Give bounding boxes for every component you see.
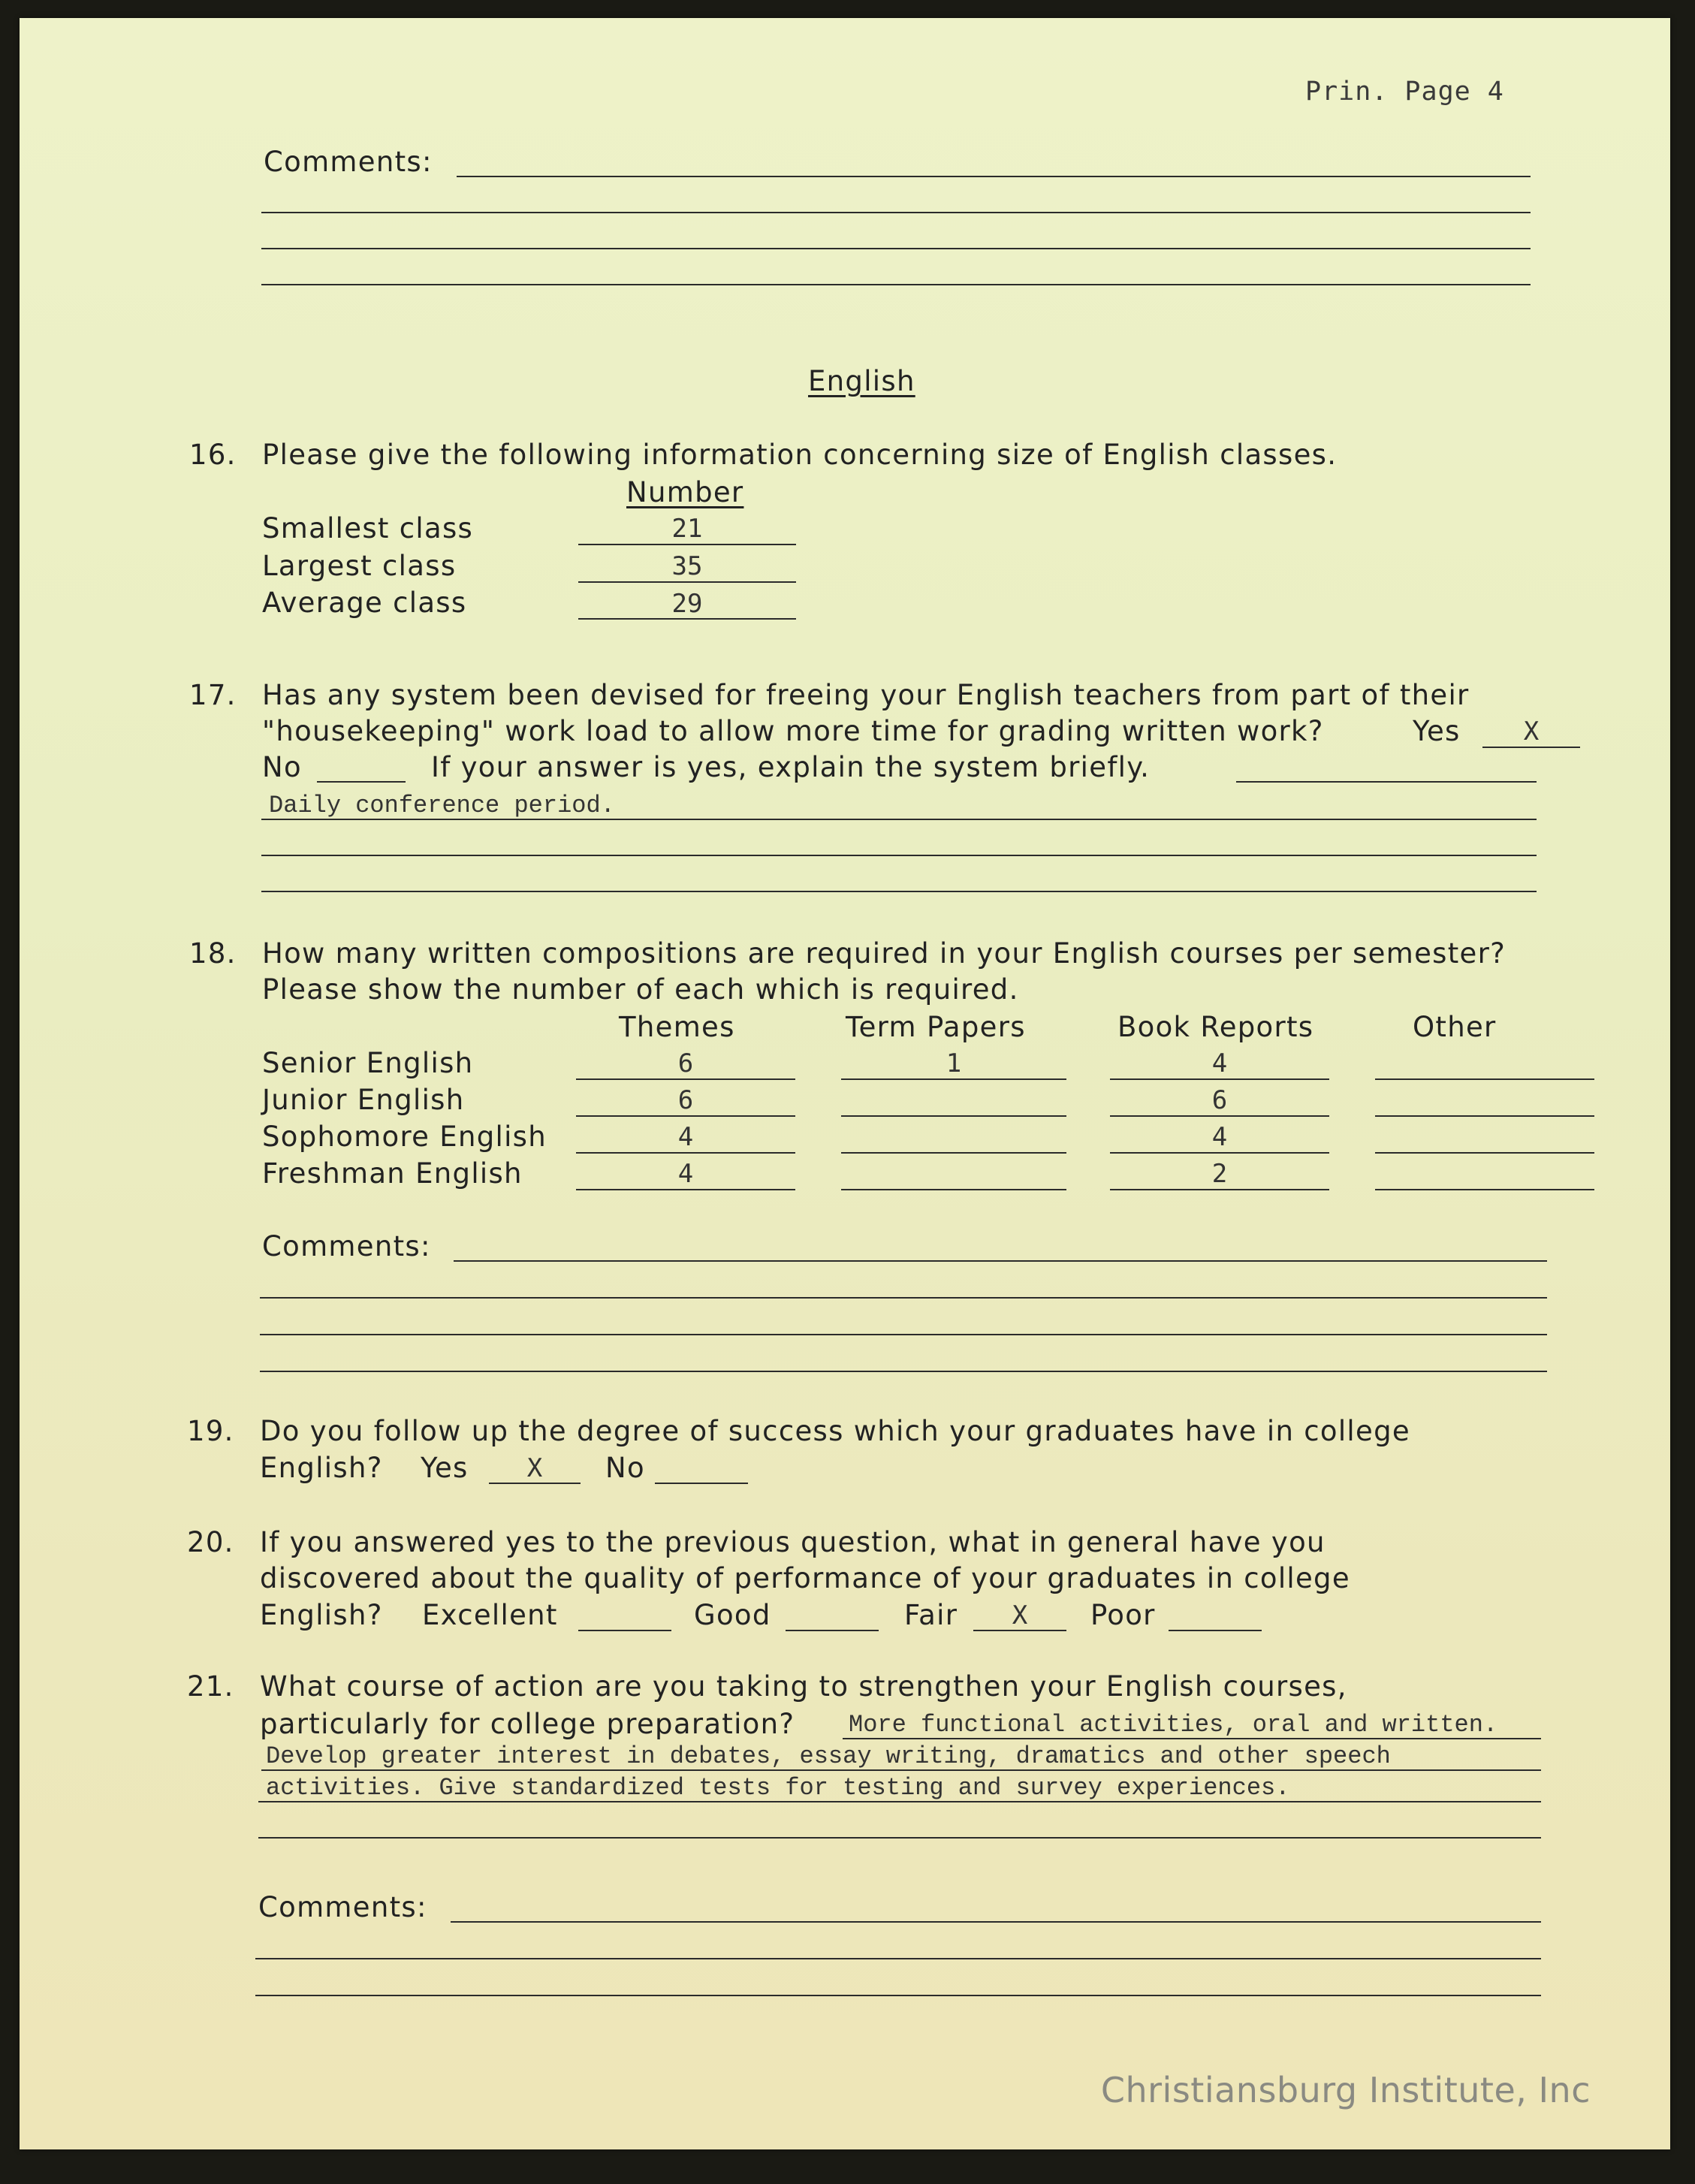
q21-answer-line2: Develop greater interest in debates, essay writing, dramatics and other speech [266, 1742, 1391, 1770]
question-number-16: 16. [189, 439, 237, 471]
row-label-junior: Junior English [262, 1084, 465, 1116]
comments-line [261, 284, 1531, 285]
q17-yes-label: Yes [1413, 715, 1461, 747]
q19-yes-label: Yes [421, 1452, 469, 1484]
question-19-line1: Do you follow up the degree of success which your graduates have in college [260, 1415, 1410, 1447]
comments-label-q18: Comments: [262, 1230, 431, 1262]
form-page [20, 18, 1670, 2149]
comments-label-top: Comments: [264, 146, 433, 178]
question-number-18: 18. [189, 937, 237, 970]
comments-line [260, 1371, 1547, 1372]
freshman-themes: 4 [677, 1159, 694, 1189]
answer-line [1482, 747, 1580, 748]
comments-line [451, 1921, 1541, 1923]
number-column-header: Number [626, 476, 744, 508]
answer-line [1110, 1152, 1329, 1154]
smallest-class-label: Smallest class [262, 512, 474, 544]
senior-themes: 6 [677, 1048, 694, 1078]
senior-term-papers: 1 [946, 1048, 962, 1078]
question-18-line2: Please show the number of each which is required. [262, 973, 1019, 1006]
answer-line [261, 855, 1537, 856]
answer-line [1110, 1189, 1329, 1190]
q21-answer-line1: More functional activities, oral and written. [849, 1711, 1498, 1739]
senior-book-reports: 4 [1211, 1048, 1228, 1078]
column-header-themes: Themes [619, 1011, 735, 1043]
page-label: Prin. Page 4 [1305, 77, 1504, 107]
section-heading: English [808, 365, 915, 397]
answer-line [841, 1078, 1066, 1080]
watermark: Christiansburg Institute, Inc [1100, 2070, 1591, 2110]
answer-line [786, 1630, 879, 1631]
answer-line [1375, 1078, 1594, 1080]
q17-answer: Daily conference period. [269, 792, 615, 819]
answer-line [1375, 1152, 1594, 1154]
q17-yes-value: X [1523, 716, 1540, 747]
question-16-text: Please give the following information concerning size of English classes. [262, 439, 1338, 471]
q20-fair-value: X [1012, 1600, 1028, 1630]
answer-line [843, 1738, 1541, 1739]
q21-answer-line3: activities. Give standardized tests for testing and survey experiences. [266, 1774, 1290, 1802]
question-20-line3: English? [260, 1599, 383, 1631]
smallest-class-value: 21 [671, 514, 703, 544]
answer-line [576, 1115, 795, 1117]
answer-line [578, 1630, 671, 1631]
column-header-book-reports: Book Reports [1117, 1011, 1314, 1043]
q19-no-label: No [605, 1452, 645, 1484]
answer-line [261, 1769, 1541, 1771]
answer-line [576, 1078, 795, 1080]
sophomore-book-reports: 4 [1211, 1122, 1228, 1152]
comments-line [261, 212, 1531, 213]
junior-themes: 6 [677, 1085, 694, 1115]
comments-line [260, 1334, 1547, 1335]
comments-line [457, 176, 1531, 177]
freshman-book-reports: 2 [1211, 1159, 1228, 1189]
answer-line [1169, 1630, 1262, 1631]
question-17-line1: Has any system been devised for freeing your English teachers from part of their [262, 679, 1470, 711]
option-fair: Fair [904, 1599, 958, 1631]
largest-class-value: 35 [671, 551, 703, 581]
question-21-line2: particularly for college preparation? [260, 1708, 795, 1740]
row-label-senior: Senior English [262, 1047, 474, 1079]
answer-line [841, 1189, 1066, 1190]
comments-line [255, 1995, 1541, 1996]
question-17-line3: If your answer is yes, explain the system briefly. [431, 751, 1151, 783]
question-number-19: 19. [187, 1415, 234, 1447]
question-number-21: 21. [187, 1670, 234, 1703]
option-excellent: Excellent [422, 1599, 558, 1631]
largest-class-label: Largest class [262, 550, 457, 582]
average-class-label: Average class [262, 587, 467, 619]
comments-line [454, 1260, 1547, 1262]
sophomore-themes: 4 [677, 1122, 694, 1152]
question-19-line2: English? [260, 1452, 383, 1484]
column-header-other: Other [1413, 1011, 1497, 1043]
answer-line [576, 1152, 795, 1154]
answer-line [258, 1837, 1541, 1839]
answer-line [1110, 1115, 1329, 1117]
answer-line [261, 819, 1537, 820]
answer-line [578, 581, 796, 583]
answer-line [655, 1483, 748, 1484]
answer-line [261, 891, 1537, 892]
answer-line [489, 1483, 581, 1484]
comments-label-q21: Comments: [258, 1891, 427, 1923]
junior-book-reports: 6 [1211, 1085, 1228, 1115]
answer-line [578, 618, 796, 620]
option-poor: Poor [1090, 1599, 1156, 1631]
question-21-line1: What course of action are you taking to strengthen your English courses, [260, 1670, 1347, 1703]
answer-line [1375, 1115, 1594, 1117]
row-label-sophomore: Sophomore English [262, 1121, 547, 1153]
answer-line [258, 1801, 1541, 1802]
average-class-value: 29 [671, 589, 703, 619]
answer-line [1110, 1078, 1329, 1080]
comments-line [261, 248, 1531, 249]
column-header-term-papers: Term Papers [846, 1011, 1026, 1043]
question-number-17: 17. [189, 679, 237, 711]
question-17-line2: "housekeeping" work load to allow more time for grading written work? [262, 715, 1324, 747]
question-20-line1: If you answered yes to the previous question, what in general have you [260, 1526, 1326, 1558]
answer-line [973, 1630, 1066, 1631]
option-good: Good [694, 1599, 771, 1631]
question-18-line1: How many written compositions are required in your English courses per semester? [262, 937, 1506, 970]
comments-line [255, 1958, 1541, 1959]
question-number-20: 20. [187, 1526, 234, 1558]
answer-line [841, 1115, 1066, 1117]
q19-yes-value: X [526, 1453, 543, 1483]
q17-no-label: No [262, 751, 302, 783]
row-label-freshman: Freshman English [262, 1157, 523, 1190]
answer-line [841, 1152, 1066, 1154]
answer-line [317, 781, 406, 783]
answer-line [1375, 1189, 1594, 1190]
answer-line [576, 1189, 795, 1190]
comments-line [260, 1297, 1547, 1299]
question-20-line2: discovered about the quality of performance of your graduates in college [260, 1562, 1350, 1594]
answer-line [1236, 781, 1537, 783]
answer-line [578, 544, 796, 545]
